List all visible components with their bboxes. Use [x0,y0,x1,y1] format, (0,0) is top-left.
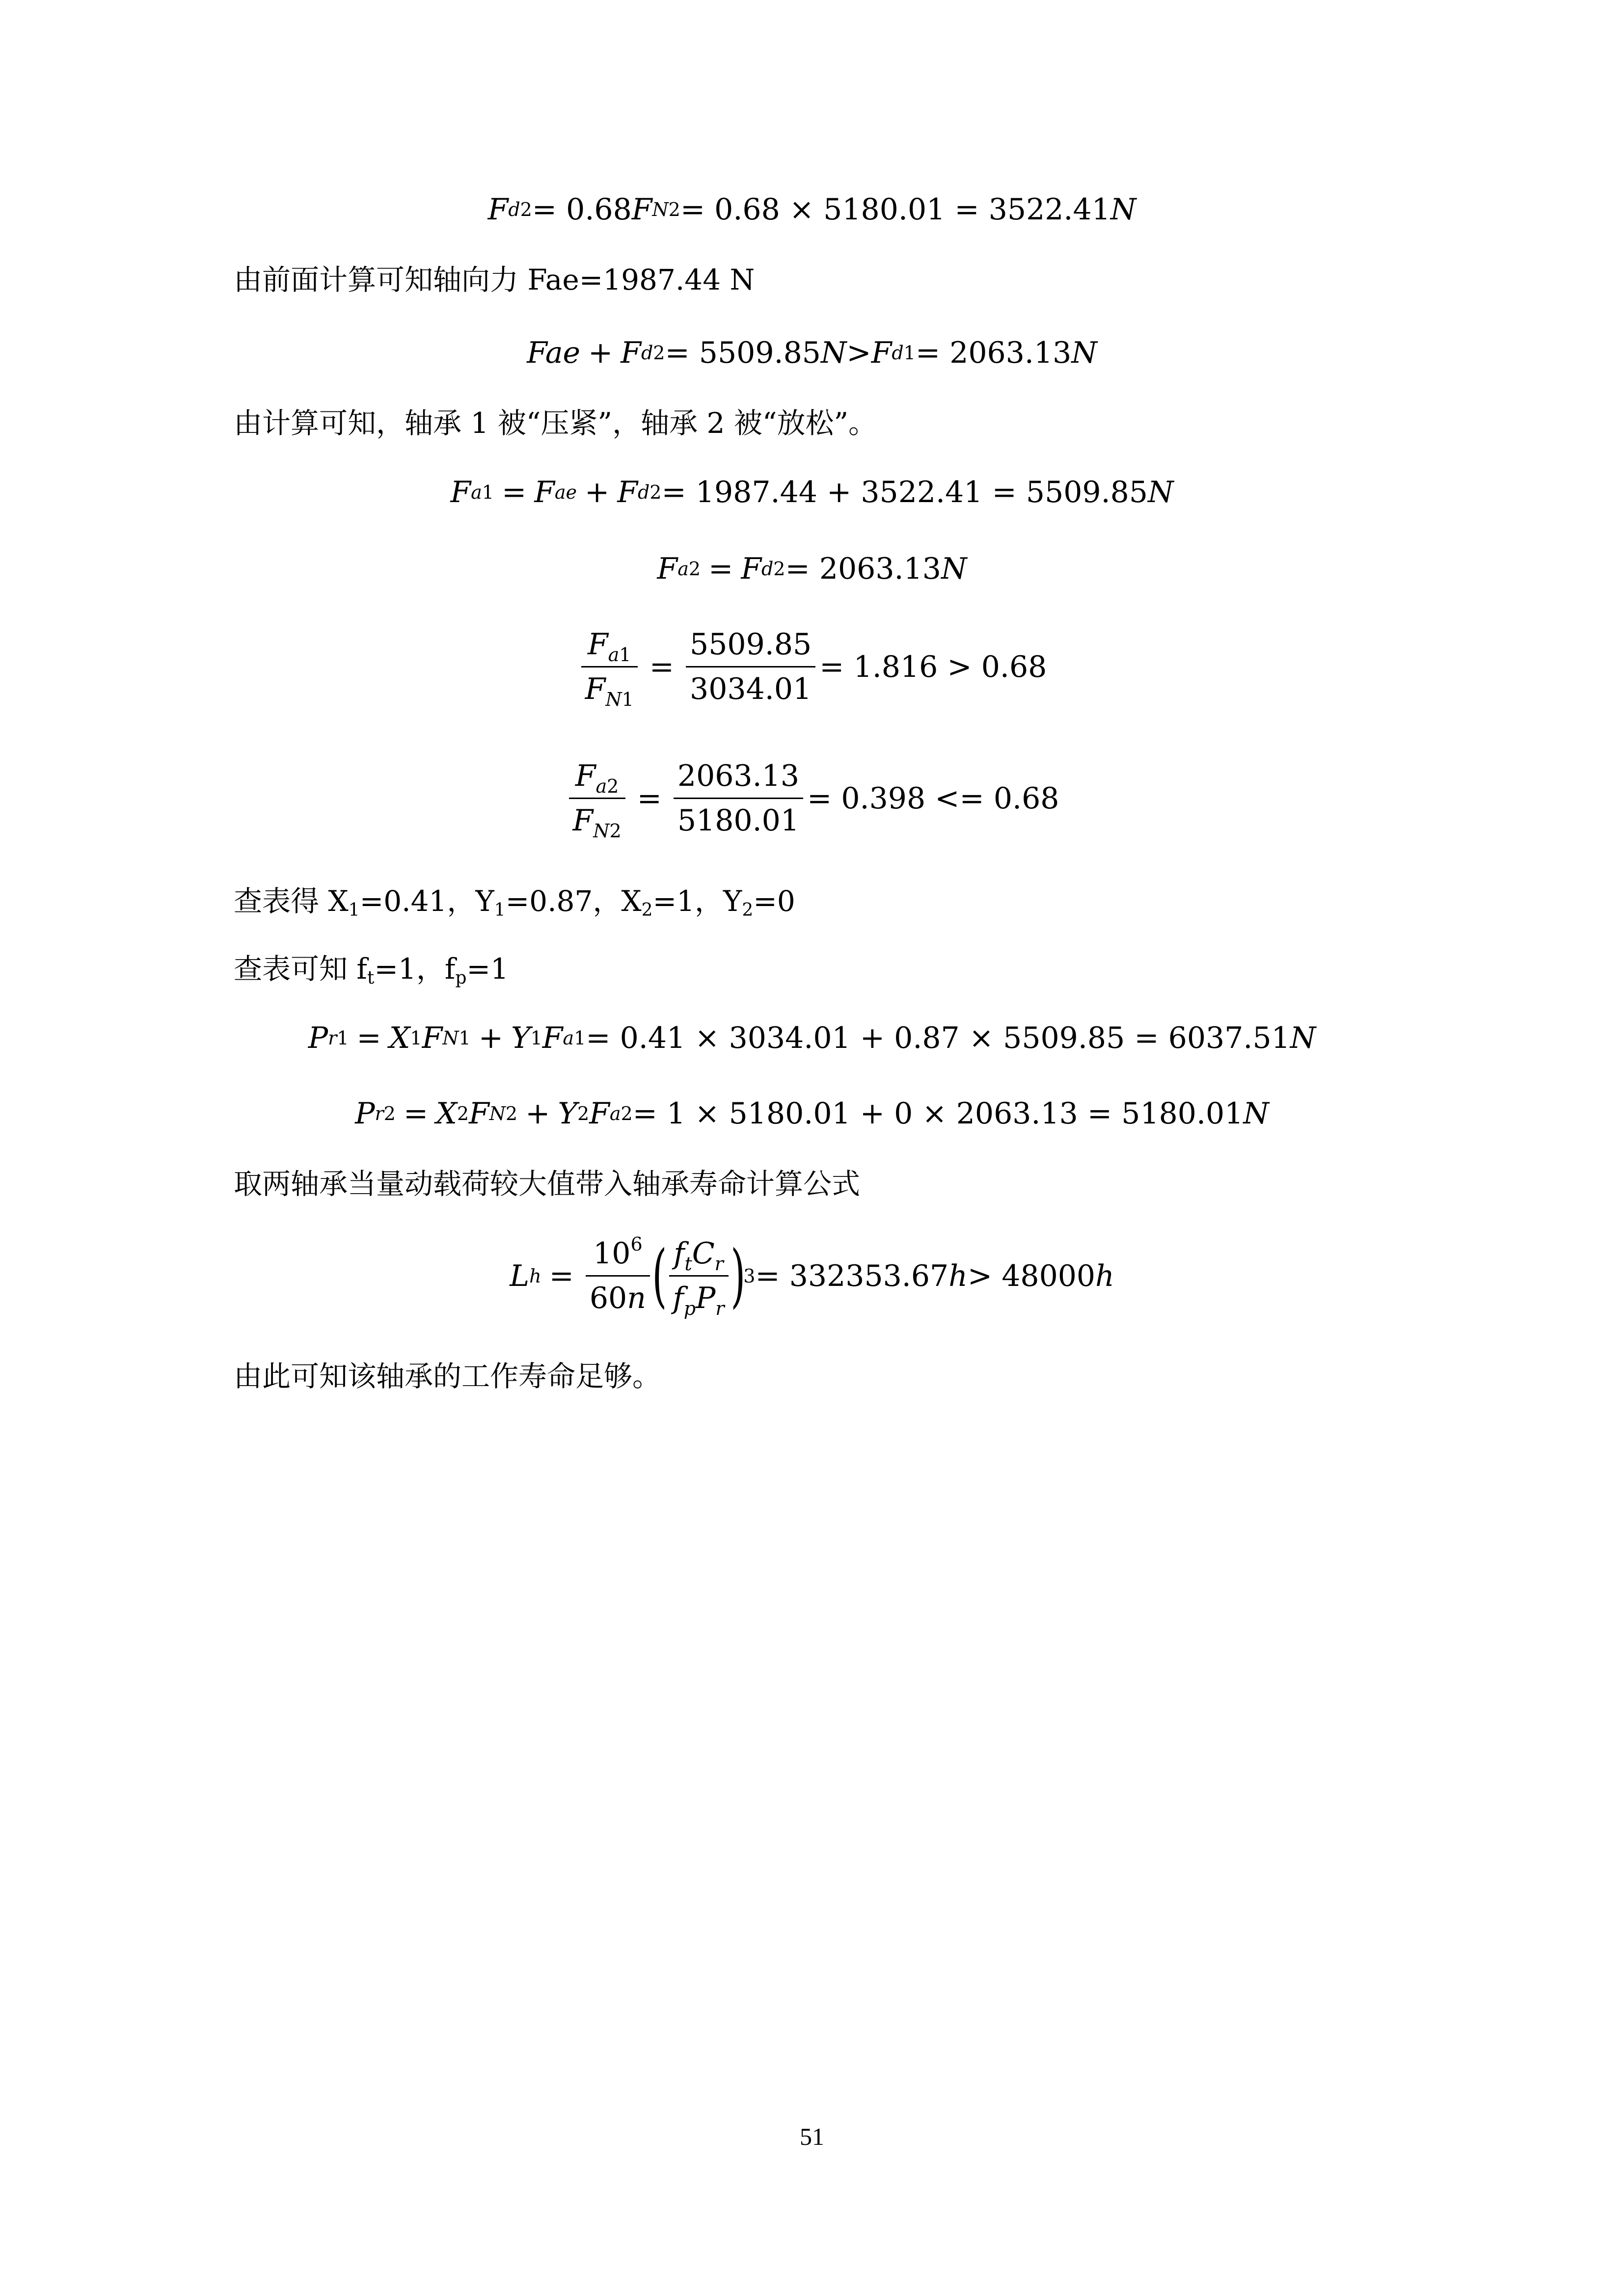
equation-ratio-1: $\frac{F_{a1}}{F_{N1}}$ = $\frac{5509.85}{3034.01}$ = 1.816 > 0.68 [0,627,1624,706]
text-conclusion: 由此可知该轴承的工作寿命足够。 [234,1360,661,1393]
eq7-tail: = 0.41 × 3034.01 + 0.87 × 5509.85 = 6037.51 [586,1021,1290,1055]
eq6-den: 5180.01 [674,798,803,837]
eq5-tail: = 1.816 > 0.68 [819,649,1047,684]
eq5-den: 3034.01 [686,666,815,706]
text-bearing-state: 由计算可知，轴承 1 被“压紧”，轴承 2 被“放松”。 [234,406,877,440]
equation-compare-fd: Fae + F d 2 = 5509.85 N > F d 1 = 2063.13 N [527,336,1097,370]
eq2-part-b: = 2063.13 [915,336,1072,370]
text-lookup-xy: 查表得 $X_1=0.41$，$Y_1=0.87$，$X_2=1$，$Y_2=0$ [234,884,795,920]
equation-fd2: F d 2 = 0.68 F N 2 = 0.68 × 5180.01 = 3522.41 N [487,192,1137,227]
eq6-tail: = 0.398 <= 0.68 [807,781,1059,816]
equation-pr1: P r 1 = X 1 F N 1 + Y 1 F a 1 = 0.41 × 3034.01 + 0.87 × 5509.85 = 6037.51 N [308,1021,1316,1055]
eq2-part-a: = 5509.85 [665,336,821,370]
equation-pr2: P r 2 = X 2 F N 2 + Y 2 F a 2 = 1 × 5180.01 + 0 × 2063.13 = 5180.01 N [355,1096,1269,1131]
eq2-part-gt: > [846,336,871,370]
equation-fa1: F a 1 = F ae + F d 2 = 1987.44 + 3522.41 = 5509.85 N [450,475,1174,509]
page-number: 51 [800,2123,824,2150]
text-lookup-f: 查表可知 $f_t=1$，$f_p=1$ [234,952,509,988]
text-axial-force: 由前面计算可知轴向力 Fae=1987.44 N [234,263,755,296]
equation-fa2: F a 2 = F d 2 = 2063.13 N [657,552,967,586]
left-paren: ( [652,1235,667,1316]
eq9-gt: > 48000 [967,1258,1096,1293]
eq8-tail: = 1 × 5180.01 + 0 × 2063.13 = 5180.01 [632,1096,1244,1131]
fraction-values-2 [674,759,803,837]
fraction-10e6-60n: $\frac{10^6}{60n}$ [586,1237,650,1315]
fraction-values-1 [686,628,815,706]
fraction-fa1-fn1: $\frac{F_{a1}}{F_{N1}}$ [581,628,638,706]
fraction-ftcr-fppr: $\frac{f_tC_r}{f_pP_r}$ [669,1237,729,1315]
fraction-fa2-fn2: $\frac{F_{a2}}{F_{N2}}$ [569,759,625,837]
eq4-tail: = 2063.13 [785,552,941,586]
text-life-formula-intro: 取两轴承当量动载荷较大值带入轴承寿命计算公式 [234,1167,861,1201]
eq6-num: 2063.13 [677,759,800,793]
right-paren: ) [730,1235,745,1316]
eq3-tail: = 1987.44 + 3522.41 = 5509.85 [661,475,1148,509]
eq9-tail: = 332353.67 [755,1258,949,1293]
eq5-num: 5509.85 [690,627,812,662]
eq1-part-b: = 0.68 × 5180.01 = 3522.41 [680,192,1110,227]
equation-ratio-2: $\frac{F_{a2}}{F_{N2}}$ = $\frac{2063.13}{5180.01}$ = 0.398 <= 0.68 [0,759,1624,837]
eq1-part-a: = 0.68 [532,192,632,227]
equation-life: L h = $\frac{10^6}{60n}$ ( $\frac{f_tC_r}{f_pP_r}$ ) 3 = 332353.67 h > 48000 h [510,1233,1114,1319]
